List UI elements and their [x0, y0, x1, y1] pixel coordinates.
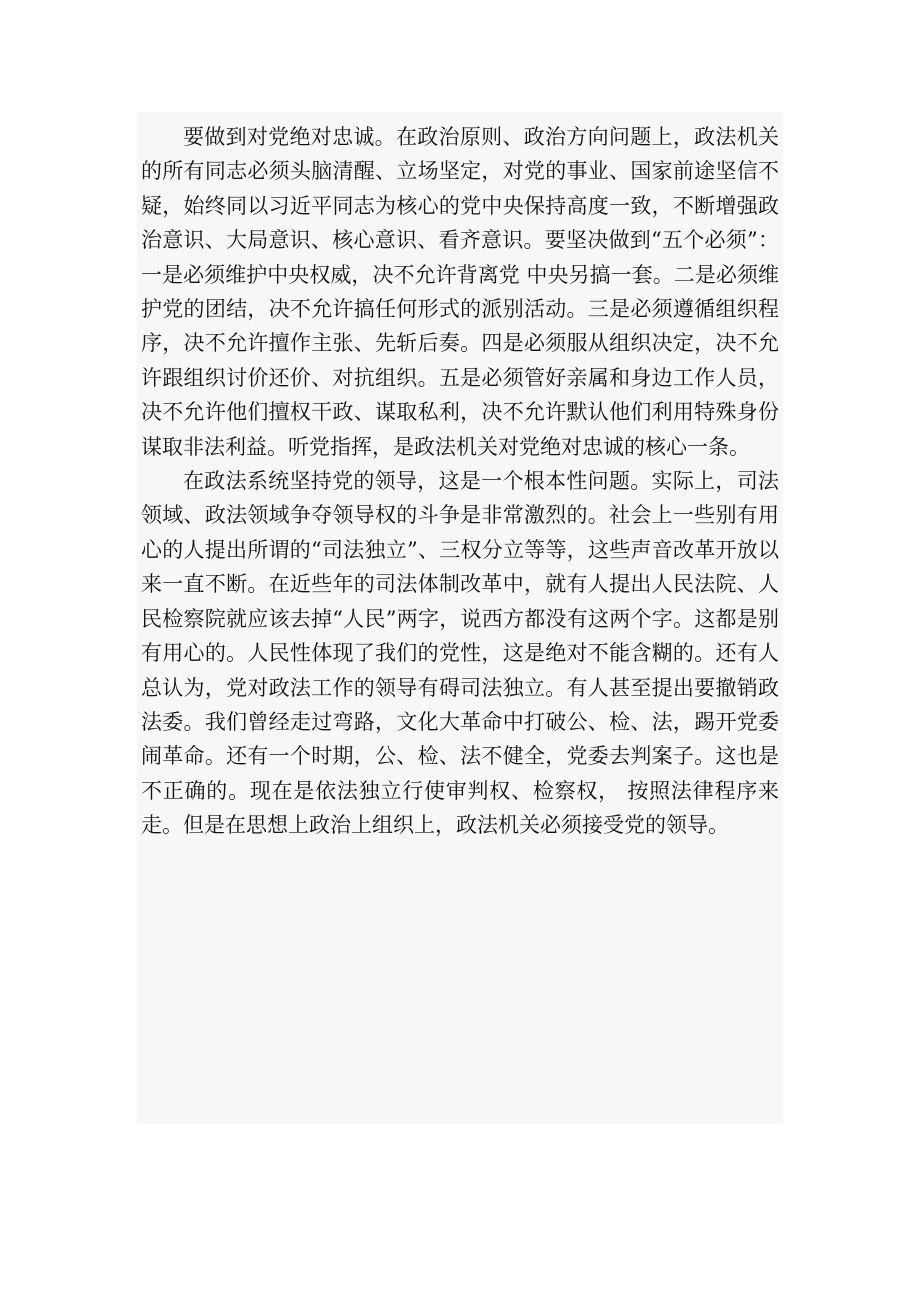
text-block — [137, 112, 783, 1124]
paragraph-2: 在政法系统坚持党的领导，这是一个根本性问题。实际上，司法领域、政法领域争夺领导权的斗争是非常激烈的。社会上一些别有用心的人提出所谓的“司法独立”、三权分立等等，这些声音改革开放以来一直不断。在近些年的司法体制改革中，就有人提出人民法院、人民检察院就应该去掉“人民”两字，说西方都没有这两个字。这都是别有用心的。人民性体现了我们的党性，这是绝对不能含糊的。还有人总认为，党对政法工作的领导有碍司法独立。有人甚至提出要撤销政法委。我们曾经走过弯路，文化大革命中打破公、检、法，踢开党委闹革命。还有一个时期，公、检、法不健全，党委去判案子。这也是不正确的。现在是依法独立行使审判权、检察权， 按照法律程序来走。但是在思想上政治上组织上，政法机关必须接受党的领导。 — [141, 469, 779, 838]
paragraph-1: 要做到对党绝对忠诚。在政治原则、政治方向问题上，政法机关的所有同志必须头脑清醒、立场坚定，对党的事业、国家前途坚信不疑，始终同以习近平同志为核心的党中央保持高度一致，不断增强政治意识、大局意识、核心意识、看齐意识。要坚决做到“五个必须”：一是必须维护中央权威，决不允许背离党 中央另搞一套。二是必须维护党的团结，决不允许搞任何形式的派别活动。三是必须遵循组织程序，决不允许擅作主张、先斩后奏。四是必须服从组织决定，决不允 许跟组织讨价还价、对抗组织。五是必须管好亲属和身边工作人员，决不允许他们擅权干政、谋取私利，决不允许默认他们利用特殊身份谋取非法利益。听党指挥，是政法机关对党绝对忠诚的核心一条。 — [141, 125, 779, 459]
